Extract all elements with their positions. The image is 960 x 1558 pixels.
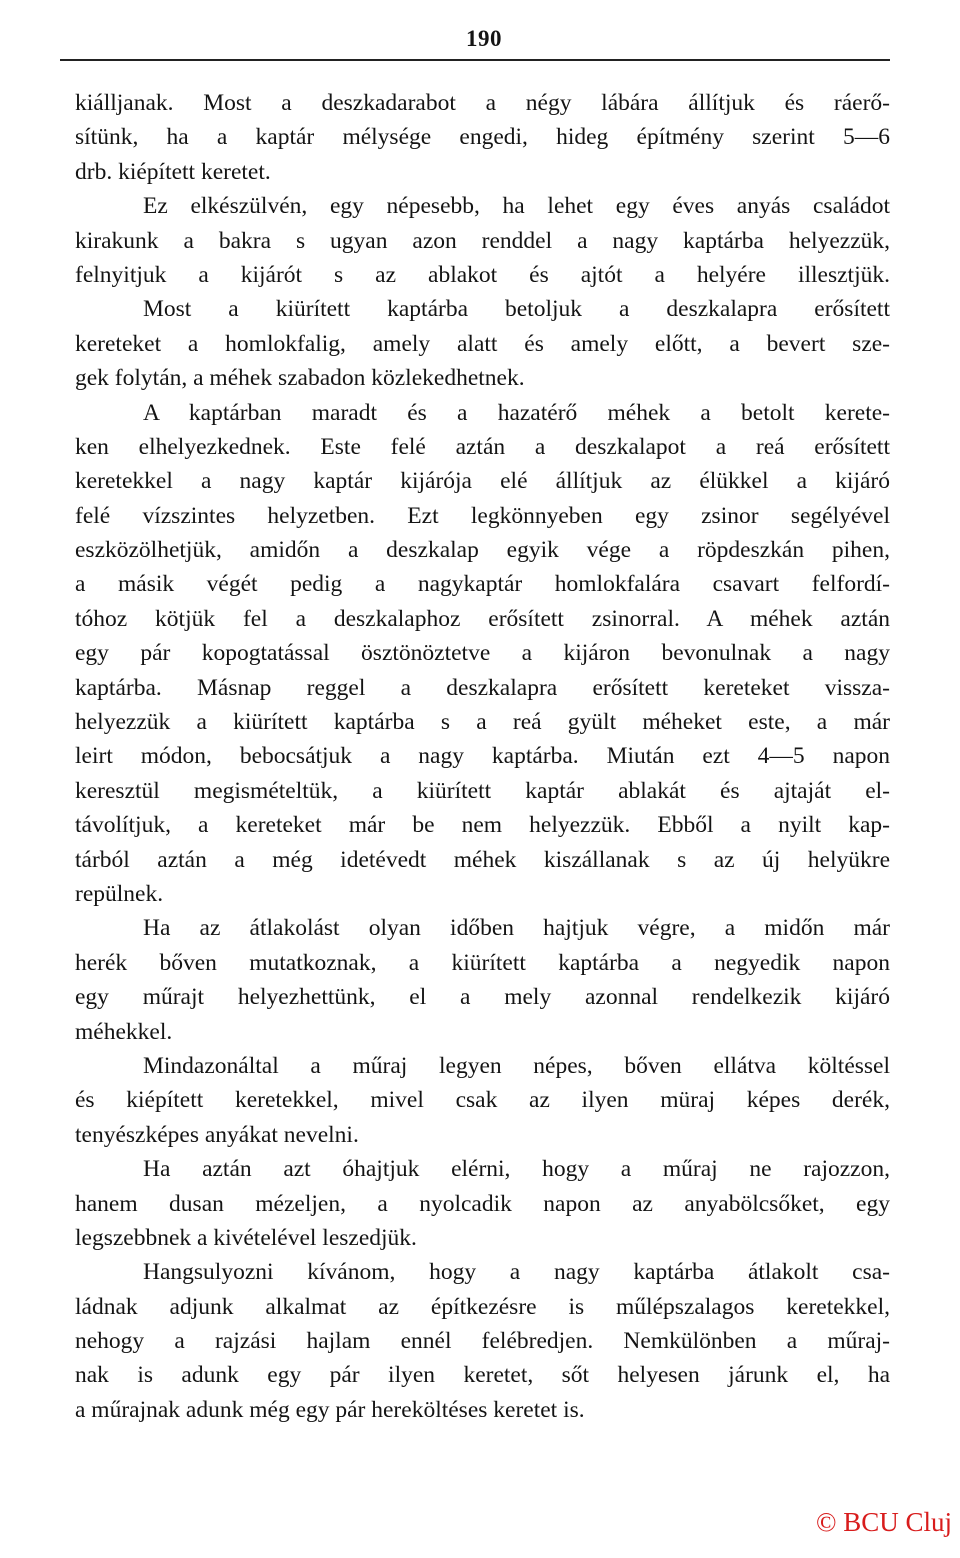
text-line: felnyitjuk a kijárót s az ablakot és ajtót a helyére illesztjük.: [75, 261, 890, 288]
text-line: Ha aztán azt óhajtjuk elérni, hogy a műraj ne rajozzon,: [143, 1156, 890, 1183]
text-line: a másik végét pedig a nagykaptár homlokfalára csavart felfordí-: [75, 571, 890, 598]
text-line: kiálljanak. Most a deszkadarabot a négy lábára állítjuk és ráerő-: [75, 90, 890, 116]
text-line: Mindazonáltal a műraj legyen népes, bőven ellátva költéssel: [143, 1052, 890, 1079]
text-line: Ez elkészülvén, egy népesebb, ha lehet egy éves anyás családot: [143, 193, 890, 220]
text-line: egy pár kopogtatással ösztönöztetve a kijáron bevonulnak a nagy: [75, 640, 890, 667]
text-line: Most a kiürített kaptárba betoljuk a deszkalapra erősített: [143, 296, 890, 323]
text-line: tenyészképes anyákat nevelni.: [75, 1121, 359, 1148]
text-line: repülnek.: [75, 880, 164, 907]
text-line: egy műrajt helyezhettünk, el a mely azonnal rendelkezik kijáró: [75, 984, 890, 1011]
text-line: herék bőven mutatkoznak, a kiürített kaptárba a negyedik napon: [75, 949, 890, 976]
text-line: távolítjuk, a kereteket már be nem helyezzük. Ebből a nyilt kap-: [75, 812, 890, 839]
body-text: [75, 86, 890, 1427]
text-line: Ha az átlakolást olyan időben hajtjuk végre, a midőn már: [143, 915, 890, 942]
text-line: keretekkel a nagy kaptár kijárója elé állítjuk az élükkel a kijáró: [75, 468, 890, 495]
text-line: ken elhelyezkednek. Este felé aztán a deszkalapot a reá erősített: [75, 433, 890, 460]
text-line: legszebbnek a kivételével leszedjük.: [75, 1224, 417, 1251]
text-line: eszközölhetjük, amidőn a deszkalap egyik vége a röpdeszkán pihen,: [75, 537, 890, 564]
text-line: tárból aztán a még idetévedt méhek kiszállanak s az új helyükre: [75, 846, 890, 873]
text-line: keresztül megismételtük, a kiürített kaptár ablakát és ajtaját el-: [75, 777, 890, 804]
text-line: helyezzük a kiürített kaptárba s a reá gyült méheket este, a már: [75, 709, 890, 736]
text-line: ládnak adjunk alkalmat az építkezésre is műlépszalagos keretekkel,: [75, 1293, 890, 1320]
text-line: tóhoz kötjük fel a deszkalaphoz erősített zsinorral. A méhek aztán: [75, 605, 890, 632]
text-line: felé vízszintes helyzetben. Ezt legkönnyeben egy zsinor segélyével: [75, 502, 890, 529]
page-number: 190: [466, 26, 502, 51]
text-line: drb. kiépített keretet.: [75, 158, 271, 185]
text-line: Hangsulyozni kívánom, hogy a nagy kaptárba átlakolt csa-: [143, 1259, 890, 1286]
text-line: sítünk, ha a kaptár mélysége engedi, hideg építmény szerint 5—6: [75, 124, 890, 151]
text-line: és kiépített keretekkel, mivel csak az ilyen müraj képes derék,: [75, 1087, 890, 1114]
text-line: kereteket a homlokfalig, amely alatt és amely előtt, a bevert sze-: [75, 330, 890, 357]
text-line: hanem dusan mézeljen, a nyolcadik napon az anyabölcsőket, egy: [75, 1190, 890, 1217]
text-line: A kaptárban maradt és a hazatérő méhek a betolt kerete-: [143, 399, 890, 426]
text-line: kaptárba. Másnap reggel a deszkalapra erősített kereteket vissza-: [75, 674, 890, 701]
text-line: kirakunk a bakra s ugyan azon renddel a nagy kaptárba helyezzük,: [75, 227, 890, 254]
text-line: gek folytán, a méhek szabadon közlekedhetnek.: [75, 365, 525, 392]
library-watermark: © BCU Cluj: [815, 1507, 952, 1537]
header-rule: [60, 59, 890, 61]
text-line: nak is adunk egy pár ilyen keretet, sőt helyesen járunk el, ha: [75, 1362, 890, 1389]
text-line: leirt módon, bebocsátjuk a nagy kaptárba. Miután ezt 4—5 napon: [75, 743, 890, 770]
text-line: méhekkel.: [75, 1018, 173, 1045]
text-line: nehogy a rajzási hajlam ennél felébredjen. Nemkülönben a műraj-: [75, 1328, 890, 1355]
text-line: a műrajnak adunk még egy pár hereköltéses keretet is.: [75, 1396, 585, 1423]
